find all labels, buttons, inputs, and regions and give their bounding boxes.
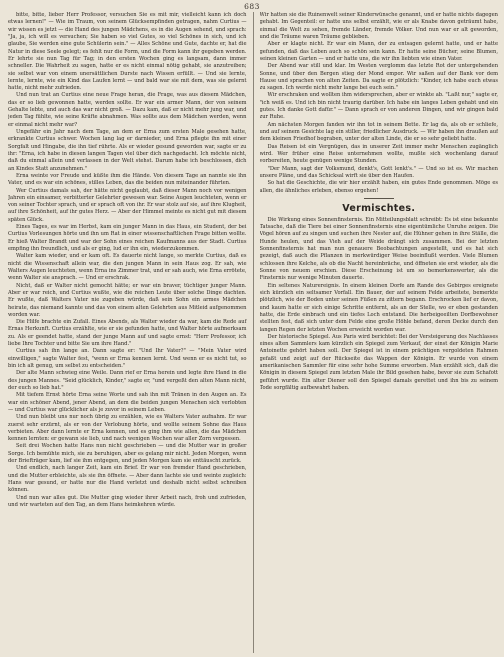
paragraph: Das Reisen ist ein Vergnügen, das in unserer Zeit immer mehr Menschen zugänglich wird. Wer früher eine Reise unternehmen wollte, mußte sich wochenlang darauf vorbereiten, heute genügen wenige Stunden. [259, 143, 498, 165]
paragraph: Curtius sah ihn lange an. Dann sagte er: "Und Ihr Vater?" — "Mein Vater wird einwilligen," sagte Walter fest, "wenn er Erna kennen lernt. Und wenn er es nicht tut, so bin ich alt genug, um selbst zu entscheiden." [8, 348, 247, 369]
paragraph: Mit tiefem Ernst hörte Erna seine Worte und sah ihn mit Tränen in den Augen an. Es war ein schöner Abend, jener Abend, an dem die beiden jungen Menschen sich verlobten — und Curtius war glücklicher als je zuvor in seinem Leben. [8, 392, 247, 413]
paragraph: Und endlich, nach langer Zeit, kam ein Brief. Er war von fremder Hand geschrieben, und die Mutter erbleichte, als sie ihn öffnete. — Aber dann lachte sie und weinte zugleich: Hans war gesund, er hatte nur die Hand verletzt und deshalb nicht selbst schreiben können. [8, 465, 247, 494]
paragraph: Der Abend war still und klar. Im Westen verglomm das letzte Rot der untergehenden Sonne, und über den Bergen stieg der Mond empor. Wir saßen auf der Bank vor dem Hause und sprachen von alten Zeiten. Da sagte er plötzlich: "Kinder, ich habe euch etwas zu sagen. Ich werde nicht mehr lange bei euch sein." [259, 63, 498, 92]
text-columns [8, 12, 498, 653]
page-number: 683 [244, 2, 260, 11]
paragraph: Am nächsten Morgen fanden wir ihn tot in seinem Bette. Er lag da, als ob er schliefe, und auf seinem Gesichte lag ein stiller, friedlicher Ausdruck. — Wir haben ihn draußen auf dem kleinen Friedhof begraben, unter der alten Linde, die er so sehr geliebt hatte. [259, 121, 498, 143]
misc-paragraph: Die Wirkung eines Sonnenfinsternis. Ein Mitteilungsblatt schreibt: Es ist eine bekannte Tatsache, daß die Tiere bei einer Sonnenfinsternis eine eigentümliche Unruhe zeigen. Die Vögel hören auf zu singen und suchen ihre Nester auf, die Hühner gehen in ihre Ställe, die Hunde heulen, und das Vieh auf der Weide drängt sich zusammen. Bei der letzten Sonnenfinsternis hat man nun genauere Beobachtungen angestellt, und es hat sich gezeigt, daß auch die Pflanzen in merkwürdiger Weise beeinflußt werden. Viele Blumen schlossen ihre Kelche, als ob die Nacht hereinbräche, und öffneten sie erst wieder, als die Sonne von neuem erschien. Diese Erscheinung ist um so bemerkenswerter, als die Finsternis nur wenige Minuten dauerte. [259, 216, 498, 282]
paragraph: So hat die Geschichte, die wir hier erzählt haben, ein gutes Ende genommen. Möge es allen, die ähnliches erleben, ebenso ergehen! [259, 180, 498, 194]
paragraph: Wir erschraken und wollten ihm widersprechen, aber er winkte ab. "Laßt nur," sagte er, "ich weiß es. Und ich bin nicht traurig darüber. Ich habe ein langes Leben gehabt und ein gutes. Ich danke Gott dafür." — Dann sprach er von anderen Dingen, und wir gingen bald zur Ruhe. [259, 92, 498, 121]
paragraph: Wer Curtius damals sah, der hätte nicht geglaubt, daß dieser Mann noch vor wenigen Jahren ein einsamer, verbitterter Gelehrter gewesen war. Seine Augen leuchteten, wenn er von seiner Tochter sprach, und er sprach oft von ihr. Er war stolz auf sie, auf ihre Klugheit, auf ihre Schönheit, auf ihr gutes Herz. — Aber der Himmel meinte es nicht gut mit diesem späten Glück. [8, 187, 247, 223]
paragraph: Und nun war alles gut. Die Mutter ging wieder ihrer Arbeit nach, froh und zufrieden, und wir warteten auf den Tag, an dem Hans heimkehren würde. [8, 494, 247, 508]
paragraph: Der alte Mann schwieg eine Weile. Dann rief er Erna herein und legte ihre Hand in die des jungen Mannes. "Seid glücklich, Kinder," sagte er, "und vergeßt den alten Mann nicht, der euch so lieb hat." [8, 370, 247, 391]
misc-paragraph: Der historische Spiegel. Aus Paris wird berichtet: Bei der Versteigerung des Nachlasses eines alten Sammlers kam kürzlich ein Spiegel zum Verkauf, der einst der Königin Marie Antoinette gehört haben soll. Der Spiegel ist in einem prächtigen vergoldeten Rahmen gefaßt und zeigt auf der Rückseite das Wappen der Königin. Er wurde von einem amerikanischen Sammler für eine sehr hohe Summe erworben. Man erzählt sich, daß die Königin in diesem Spiegel zum letzten Male ihr Bild gesehen habe, bevor sie zum Schafott geführt wurde. Ein alter Diener soll den Spiegel damals gerettet und ihn bis zu seinem Tode sorgfältig aufbewahrt haben. [259, 333, 498, 391]
right-column [260, 12, 499, 653]
paragraph: Seit drei Wochen hatte Hans nun nicht geschrieben — und die Mutter war in großer Sorge. Ich bemühte mich, sie zu beruhigen, aber es gelang mir nicht. Jeden Morgen, wenn der Briefträger kam, lief sie ihm entgegen, und jeden Morgen kam sie enttäuscht zurück. [8, 443, 247, 465]
paragraph: Aber er klagte nicht. Er war ein Mann, der zu entsagen gelernt hatte, und er hatte gefunden, daß das Leben auch so schön sein kann. Er hatte seine Bücher, seine Blumen, seinen kleinen Garten — und er hatte uns, die wir ihn liebten wie einen Vater. [259, 41, 498, 62]
paragraph: Ungefähr ein Jahr nach dem Tage, an dem er Erna zum ersten Male gesehen hatte, erkrankte Curtius schwer. Wochen lang lag er darnieder, und Erna pflegte ihn mit einer Sorgfalt und Hingabe, die ihn tief rührte. Als er wieder gesund geworden war, sagte er zu ihr: "Erna, ich habe in diesen langen Tagen viel über dich nachgedacht. Ich möchte nicht, daß du einmal allein und verlassen in der Welt stehst. Darum habe ich beschlossen, dich an Kindes Statt anzunehmen." [8, 129, 247, 172]
paragraph: Wir hatten sie die Ruinenwelt seiner Kinderwünsche genannt, und er hatte nichts dagegen gehabt. Im Gegenteil: er hatte uns selbst erzählt, wie er als Knabe davon geträumt habe, einmal die Welt zu sehen, fremde Länder, fremde Völker. Und nun war er alt geworden, und die Träume waren Träume geblieben. [259, 12, 498, 40]
paragraph: Eines Tages, es war im Herbst, kam ein junger Mann in das Haus, ein Student, der bei Curtius Vorlesungen hörte und ihn um Rat in einer wissenschaftlichen Frage bitten wollte. Er hieß Walter Brandt und war der Sohn eines reichen Kaufmanns aus der Stadt. Curtius empfing ihn freundlich, und als er ging, lud er ihn ein, wiederzukommen. [8, 224, 247, 252]
misc-paragraph: Ein seltenes Naturereignis. In einem kleinen Dorfe am Rande des Gebirges ereignete sich kürzlich ein seltsamer Vorfall. Ein Bauer, der auf seinem Felde arbeitete, bemerkte plötzlich, wie der Boden unter seinen Füßen zu zittern begann. Erschrocken lief er davon, und kaum hatte er sich einige Schritte entfernt, als an der Stelle, wo er eben gestanden hatte, die Erde einbrach und ein tiefes Loch entstand. Die herbeigeeilten Dorfbewohner stellten fest, daß sich unter dem Felde eine große Höhle befand, deren Decke durch den langen Regen der letzten Wochen erweicht worden war. [259, 282, 498, 333]
paragraph: bitte, bitte, lieber Herr Professor, versuchen Sie es mit mir, vielleicht kann ich doch etwas lernen!" — Wie im Traum, von seinem Glücksempfinden getragen, nahm Curtius — wir wissen es jetzt — die Hand des jungen Mädchens, es in die Augen sehend, und sprach: "Ja, ja, ich will es versuchen; Sie haben so viel Gutes, so viel Schönes in sich, und ich glaube, Sie werden eine gute Schülerin sein." — Alles Schöne und Gute, dachte er, hat die Natur in diese Seele gelegt; es fehlt nur die Form, und die Form kann ihr gegeben werden. Er lehrte sie nun Tag für Tag; in den ersten Wochen ging es langsam, dann immer schneller. Die Wahrheit zu sagen, hatte er es nicht einmal nötig gehabt, sie anzutreiben; sie selbst war von einem unersättlichen Durste nach Wissen erfüllt. — Und sie lernte, lernte, lernte, wie ein Kind das Laufen lernt — und bald war sie mit dem, was sie gelernt hatte, nicht mehr zufrieden. [8, 12, 247, 92]
paragraph: Die Hilfe brachte ein Zufall. Eines Abends, als Walter wieder da war, kam die Rede auf Ernas Herkunft. Curtius erzählte, wie er sie gefunden hatte, und Walter hörte aufmerksam zu. Als er geendet hatte, stand der junge Mann auf und sagte ernst: "Herr Professor, ich liebe Ihre Tochter und bitte Sie um ihre Hand." [8, 319, 247, 348]
column-divider [253, 12, 254, 653]
paragraph: Nicht, daß er Walter nicht gemocht hätte; er war ein braver, tüchtiger junger Mann. Aber er war reich, und Curtius wußte, wie die reichen Leute über solche Dinge dachten. Er wußte, daß Walters Vater nie zugeben würde, daß sein Sohn ein armes Mädchen heirate, das niemand kannte und das von einem alten Gelehrten aus Mitleid aufgenommen worden war. [8, 282, 247, 318]
paragraph: Und nun bleibt uns nur noch übrig zu erzählen, wie es Walters Vater aufnahm. Er war zuerst sehr erzürnt, als er von der Verlobung hörte, und wollte seinem Sohne das Haus verbieten. Aber dann lernte er Erna kennen, und es ging ihm wie allen, die das Mädchen kennen lernten: er gewann sie lieb, und nach wenigen Wochen war aller Zorn vergessen. [8, 414, 247, 443]
paragraph: Erna weinte vor Freude und küßte ihm die Hände. Von diesem Tage an nannte sie ihn Vater, und es war ein schönes, stilles Leben, das die beiden nun miteinander führten. [8, 172, 247, 187]
paragraph: "Der Mann, sagt der Volksmund, denkt's, Gott lenkt's." — Und so ist es. Wir machen unsere Pläne, und das Schicksal wirft sie über den Haufen. [259, 165, 498, 179]
section-separator [364, 198, 394, 199]
paragraph: Und nun trat an Curtius eine neue Frage heran, die Frage, was aus diesem Mädchen, das er so lieb gewonnen hatte, werden sollte. Er war ein armer Mann, der von seinem Gehalte lebte, und auch das war nicht groß. — Dazu kam, daß er nicht mehr jung war, und jeden Tag fühlte, wie seine Kräfte abnahmen. Was sollte aus dem Mädchen werden, wenn er einmal nicht mehr war? [8, 92, 247, 128]
section-title: Vermischtes. [342, 202, 416, 214]
paragraph: Walter kam wieder, und er kam oft. Es dauerte nicht lange, so merkte Curtius, daß es nicht die Wissenschaft allein war, die den jungen Mann in sein Haus zog. Er sah, wie Walters Augen leuchteten, wenn Erna ins Zimmer trat, und er sah auch, wie Erna errötete, wenn Walter sie ansprach. — Und er erschrak. [8, 253, 247, 282]
left-column [8, 12, 247, 653]
